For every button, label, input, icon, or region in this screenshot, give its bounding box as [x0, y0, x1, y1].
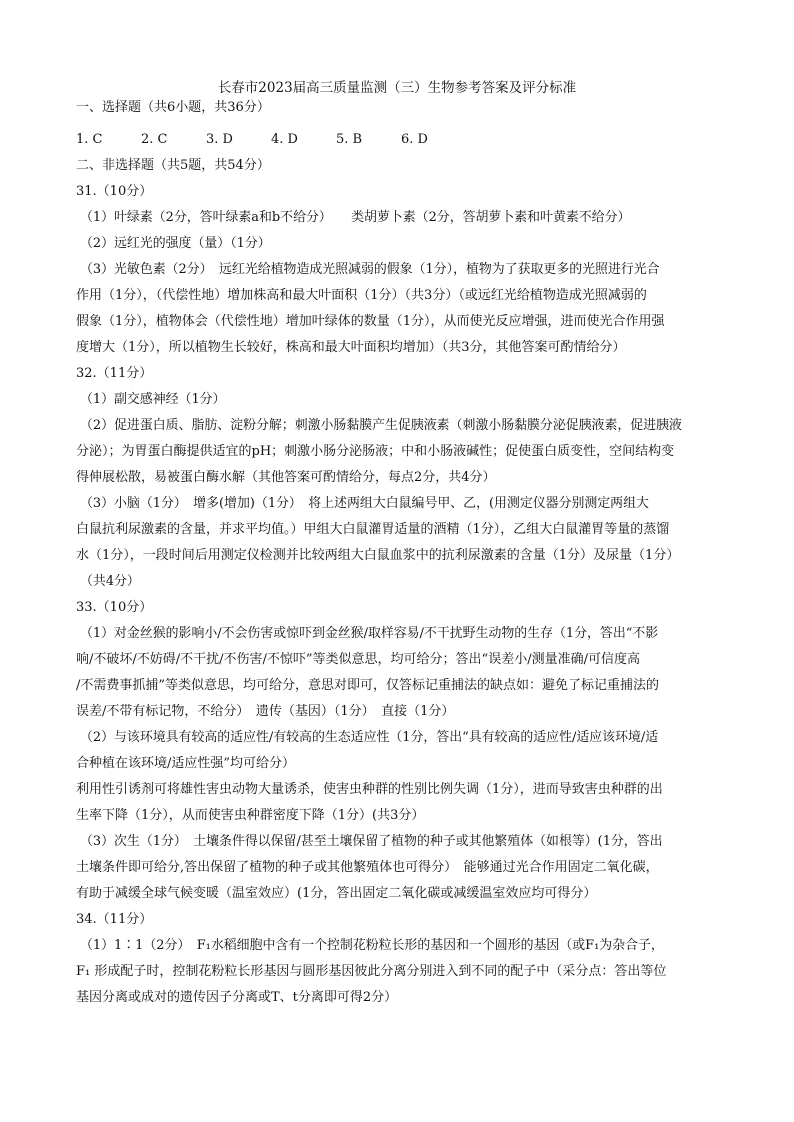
answer-line: （1）副交感神经（1分） — [80, 392, 226, 407]
choice-answer: 4. D — [271, 132, 298, 147]
section-heading: 二、非选择题（共5题，共54分） — [76, 158, 270, 173]
answer-line: 响/不破坏/不妨碍/不干扰/不伤害/不惊吓”等类似意思，均可给分；答出“误差小/测量准确/可信度高 — [76, 652, 640, 667]
answer-line: （2）促进蛋白质、脂肪、淀粉分解；刺激小肠黏膜产生促胰液素（刺激小肠黏膜分泌促胰液素，促进胰液 — [80, 418, 682, 433]
choice-answers — [76, 127, 466, 153]
answer-line: 度增大（1分），所以植物生长较好，株高和最大叶面积均增加）（共3分，其他答案可酌情给分） — [76, 340, 626, 355]
answer-line: 得伸展松散，易被蛋白酶水解（其他答案可酌情给分，每点2分，共4分） — [76, 470, 496, 485]
question-number: 34.（11分） — [76, 912, 153, 927]
choice-answer: 1. C — [76, 132, 103, 147]
choice-answer: 3. D — [206, 132, 233, 147]
answer-line: 有助于减缓全球气候变暖（温室效应）(1分，答出固定二氧化碳或减缓温室效应均可得分） — [76, 886, 597, 901]
answer-line: 土壤条件即可给分,答出保留了植物的种子或其他繁殖体也可得分） 能够通过光合作用固定二氧化碳， — [76, 860, 659, 875]
answer-line: 水（1分），一段时间后用测定仪检测并比较两组大白鼠血浆中的抗利尿激素的含量（1分）及尿量（1分） — [76, 548, 680, 563]
choice-answer: 6. D — [401, 132, 428, 147]
question-number: 32.（11分） — [76, 366, 153, 381]
answer-line: 误差/不带有标记物，不给分） 遗传（基因）（1分） 直接（1分） — [76, 704, 455, 719]
section-heading: 一、选择题（共6小题，共36分） — [76, 100, 270, 115]
answer-line: （1）叶绿素（2分，答叶绿素a和b不给分） 类胡萝卜素（2分，答胡萝卜素和叶黄素不给分） — [80, 210, 631, 225]
question-number: 31.（10分） — [76, 184, 153, 199]
answer-line: /不需费事抓捕”等类似意思，均可给分，意思对即可，仅答标记重捕法的缺点如：避免了标记重捕法的 — [76, 678, 660, 693]
answer-line: （3）次生（1分） 土壤条件得以保留/甚至土壤保留了植物的种子或其他繁殖体（如根等）(1分，答出 — [80, 834, 663, 849]
choice-answer: 2. C — [141, 132, 168, 147]
answer-line: 假象（1分），植物体会（代偿性地）增加叶绿体的数量（1分），从而使光反应增强，进而使光合作用强 — [76, 314, 665, 329]
answer-line: F₁ 形成配子时，控制花粉粒长形基因与圆形基因彼此分离分别进入到不同的配子中（采分点：答出等位 — [76, 964, 667, 979]
answer-line: 合种植在该环境/适应性强”均可给分） — [76, 756, 296, 771]
answer-line: （3）光敏色素（2分） 远红光给植物造成光照减弱的假象（1分），植物为了获取更多的光照进行光合 — [80, 262, 660, 277]
answer-line: 白鼠抗利尿激素的含量，并求平均值。）甲组大白鼠灌胃适量的酒精（1分），乙组大白鼠灌胃等量的蒸馏 — [76, 522, 670, 537]
answer-line: （1）对金丝猴的影响小/不会伤害或惊吓到金丝猴/取样容易/不干扰野生动物的生存（1分，答出“不影 — [80, 626, 659, 641]
page-title: 长春市2023届高三质量监测（三）生物参考答案及评分标准 — [217, 80, 577, 96]
answer-line: （共4分） — [80, 574, 140, 589]
answer-line: 利用性引诱剂可将雄性害虫动物大量诱杀，使害虫种群的性别比例失调（1分），进而导致害虫种群的出 — [76, 782, 663, 797]
choice-answer: 5. B — [336, 132, 363, 147]
answer-line: （3）小脑（1分） 增多(增加)（1分） 将上述两组大白鼠编号甲、乙，(用测定仪器分别测定两组大 — [80, 496, 649, 511]
answer-line: 生率下降（1分），从而使害虫种群密度下降（1分）(共3分） — [76, 808, 425, 823]
answer-line: （1）1∶1（2分） F₁水稻细胞中含有一个控制花粉粒长形的基因和一个圆形的基因（或F₁为杂合子， — [80, 938, 664, 953]
answer-line: 作用（1分），（代偿性地）增加株高和最大叶面积（1分）（共3分）（或远红光给植物造成光照减弱的 — [76, 288, 647, 303]
question-number: 33.（10分） — [76, 600, 153, 615]
answer-line: （2）远红光的强度（量）（1分） — [80, 236, 271, 251]
answer-line: （2）与该环境具有较高的适应性/有较高的生态适应性（1分，答出“具有较高的适应性/适应该环境/适 — [80, 730, 659, 745]
answer-line: 分泌）；为胃蛋白酶提供适宜的pH；刺激小肠分泌肠液；中和小肠液碱性；促使蛋白质变性，空间结构变 — [76, 444, 675, 459]
answer-line: 基因分离或成对的遗传因子分离或T、t分离即可得2分） — [76, 990, 398, 1005]
